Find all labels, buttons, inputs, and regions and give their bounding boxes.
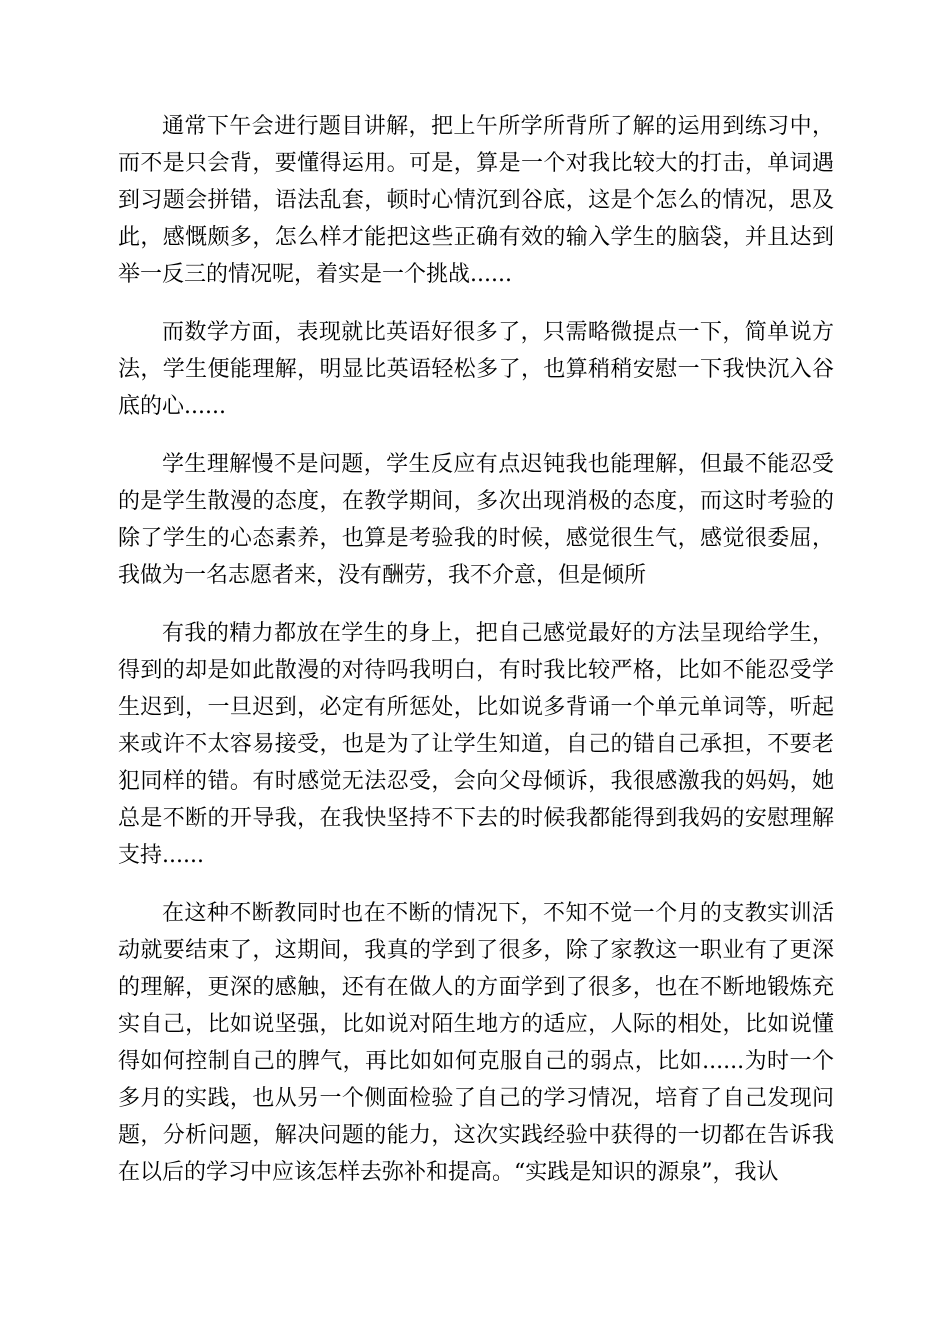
paragraph-strictness: 有我的精力都放在学生的身上，把自己感觉最好的方法呈现给学生，得到的却是如此散漫的对待吗我明白，有时我比较严格，比如不能忍受学生迟到，一旦迟到，必定有所惩处，比如说多背诵一个单元单词等，听起来或许不太容易接受，也是为了让学生知道，自己的错自己承担，不要老犯同样的错。有时感觉无法忍受，会向父母倾诉，我很感激我的妈妈，她总是不断的开导我，在我快坚持不下去的时候我都能得到我妈的安慰理解支持...... bbox=[118, 621, 834, 868]
paragraph-reflection: 在这种不断教同时也在不断的情况下，不知不觉一个月的支教实训活动就要结束了，这期间，我真的学到了很多，除了家教这一职业有了更深的理解，更深的感触，还有在做人的方面学到了很多，也在不断地锻炼充实自己，比如说坚强，比如说对陌生地方的适应，人际的相处，比如说懂得如何控制自己的脾气，再比如如何克服自己的弱点，比如......为时一个多月的实践，也从另一个侧面检验了自己的学习情况，培育了自己发现问题，分析问题，解决问题的能力，这次实践经验中获得的一切都在告诉我在以后的学习中应该怎样去弥补和提高。“实践是知识的源泉”，我认 bbox=[118, 901, 834, 1185]
paragraph-student-attitude: 学生理解慢不是问题，学生反应有点迟钝我也能理解，但最不能忍受的是学生散漫的态度，在教学期间，多次出现消极的态度，而这时考验的除了学生的心态素养，也算是考验我的时候，感觉很生气，感觉很委屈，我做为一名志愿者来，没有酬劳，我不介意，但是倾所 bbox=[118, 452, 834, 588]
paragraph-english-practice: 通常下午会进行题目讲解，把上午所学所背所了解的运用到练习中，而不是只会背，要懂得运用。可是，算是一个对我比较大的打击，单词遇到习题会拼错，语法乱套，顿时心情沉到谷底，这是个怎么的情况，思及此，感慨颇多，怎么样才能把这些正确有效的输入学生的脑袋，并且达到举一反三的情况呢，着实是一个挑战...... bbox=[118, 114, 834, 287]
paragraph-math: 而数学方面，表现就比英语好很多了，只需略微提点一下，简单说方法，学生便能理解，明显比英语轻松多了，也算稍稍安慰一下我快沉入谷底的心...... bbox=[118, 320, 834, 419]
document-body bbox=[118, 108, 834, 1191]
